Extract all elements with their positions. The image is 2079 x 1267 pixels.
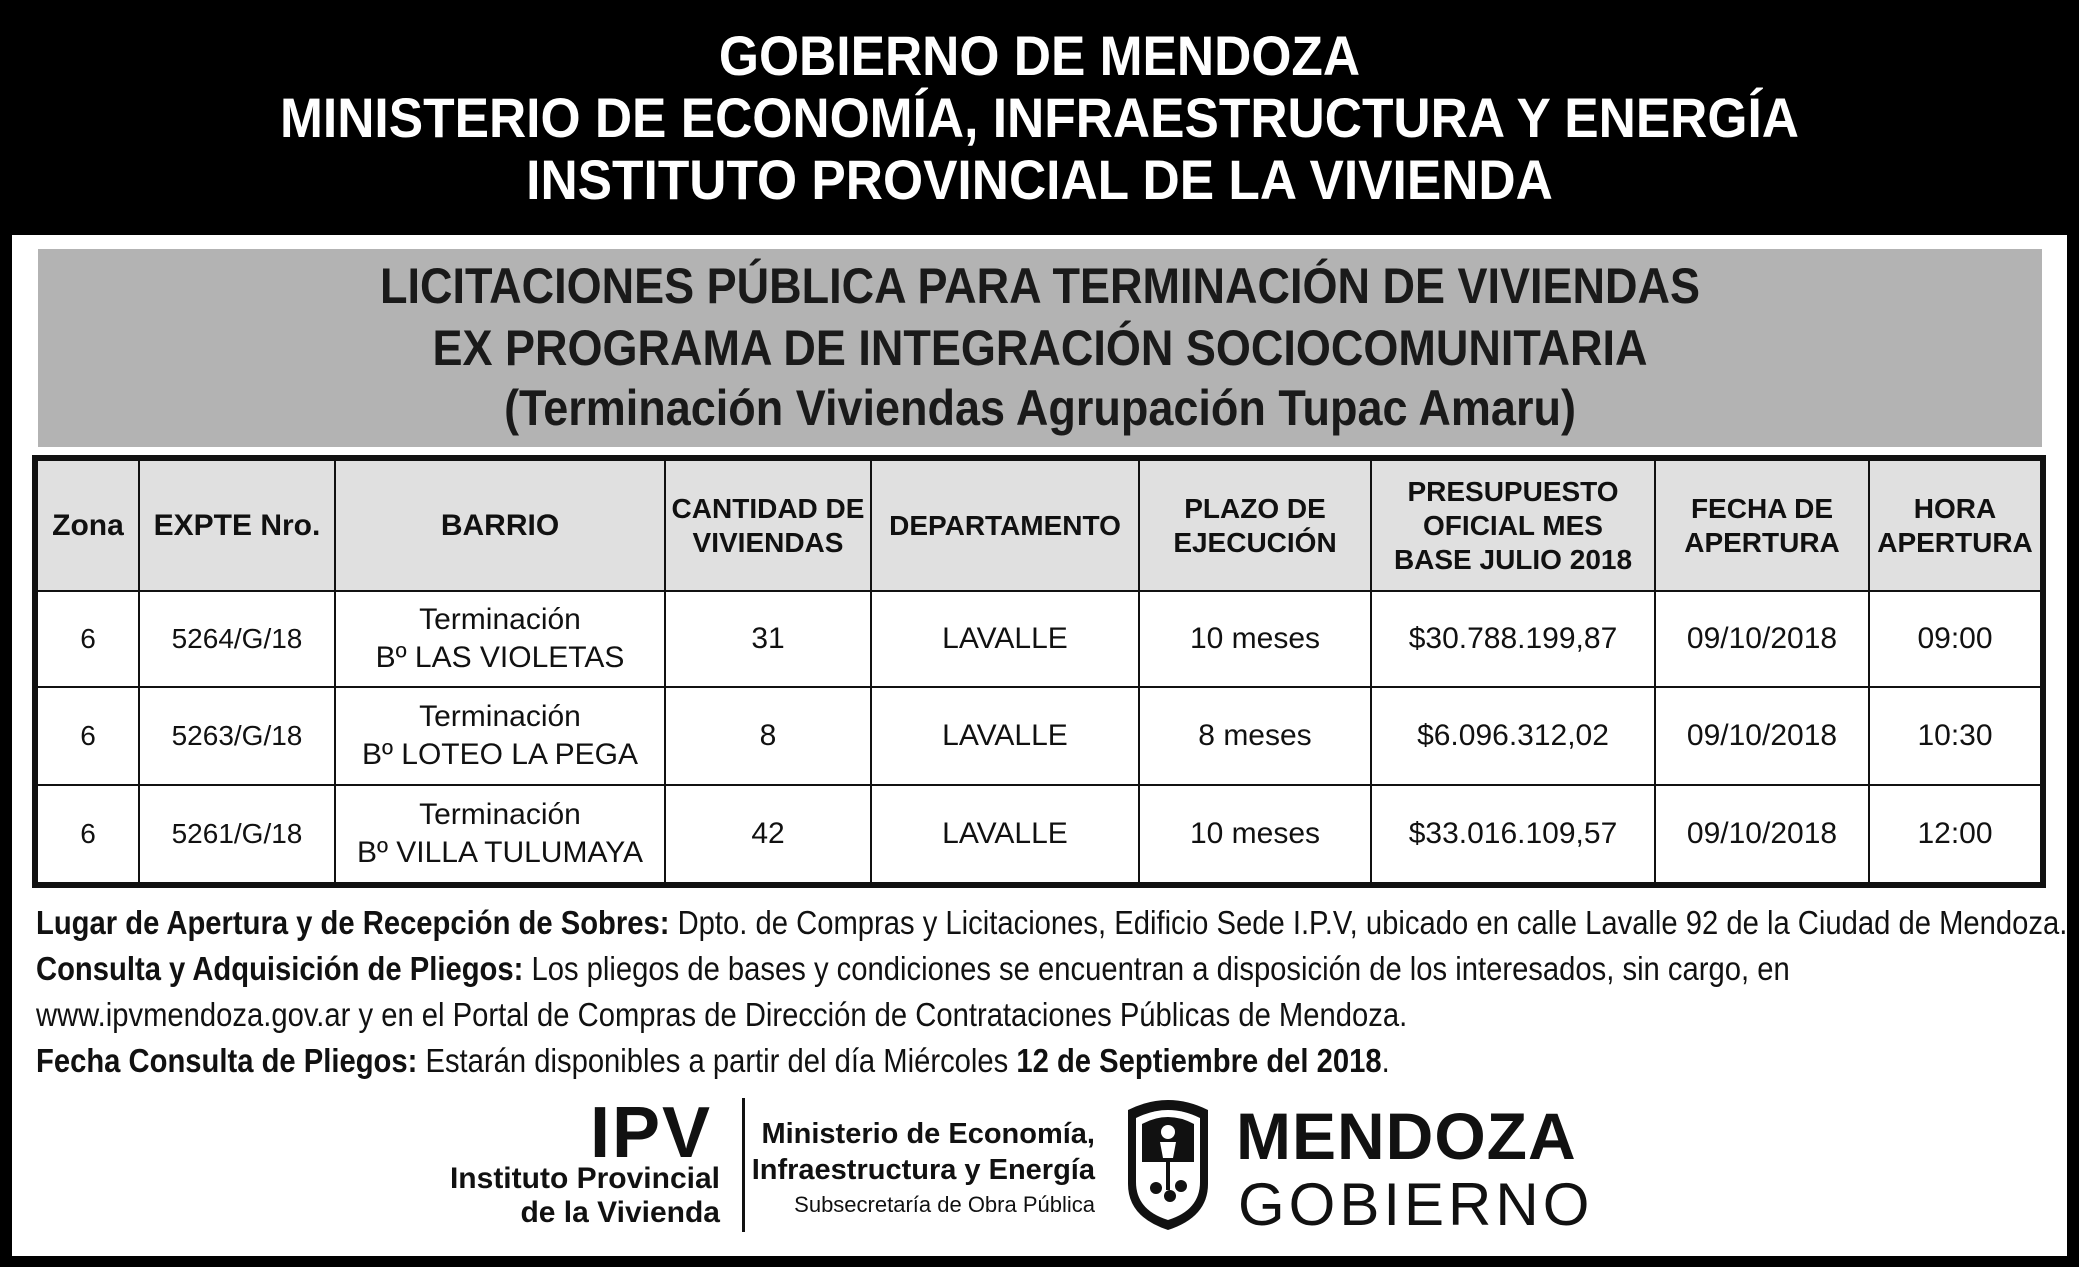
info-lugar-text: Dpto. de Compras y Licitaciones, Edificio Sede I.P.V, ubicado en calle Lavalle 92 de la Ciudad de Mendoza. (669, 904, 2068, 941)
title-line-3: (Terminación Viviendas Agrupación Tupac Amaru) (504, 380, 1576, 436)
header-line-1: GOBIERNO DE MENDOZA (718, 24, 1361, 87)
info-block (36, 900, 2068, 1084)
info-consulta-text: Los pliegos de bases y condiciones se encuentran a disposición de los interesados, sin cargo, en (523, 950, 1790, 987)
cell-fecha: 09/10/2018 (1655, 687, 1869, 785)
ministerio-line-3: Subsecretaría de Obra Pública (794, 1192, 1095, 1217)
cell-barrio: Terminación Bº VILLA TULUMAYA (335, 785, 665, 883)
col-header-presupuesto: PRESUPUESTO OFICIAL MES BASE JULIO 2018 (1371, 460, 1655, 591)
cell-presupuesto: $33.016.109,57 (1371, 785, 1655, 883)
ipv-subtitle-2: de la Vivienda (520, 1196, 720, 1229)
cell-hora: 09:00 (1869, 591, 2041, 687)
info-lugar (36, 900, 2068, 946)
header-line-3: INSTITUTO PROVINCIAL DE LA VIVIENDA (526, 148, 1553, 211)
col-header-hora: HORA APERTURA (1869, 460, 2041, 591)
title-line-1: LICITACIONES PÚBLICA PARA TERMINACIÓN DE VIVIENDAS (379, 258, 1701, 314)
info-fecha-bold: 12 de Septiembre del 2018 (1016, 1042, 1382, 1079)
cell-expte: 5263/G/18 (139, 687, 335, 785)
cell-barrio: Terminación Bº LAS VIOLETAS (335, 591, 665, 687)
info-fecha-label: Fecha Consulta de Pliegos: (36, 1042, 418, 1079)
table-row (37, 591, 2041, 687)
mendoza-logo-text: MENDOZA (1236, 1099, 1577, 1173)
cell-expte: 5264/G/18 (139, 591, 335, 687)
bids-table (36, 459, 2042, 884)
info-fecha-end: . (1381, 1042, 1390, 1079)
cell-presupuesto: $30.788.199,87 (1371, 591, 1655, 687)
info-consulta-text-2: www.ipvmendoza.gov.ar y en el Portal de Compras de Dirección de Contrataciones Públicas de Mendoza. (36, 996, 1408, 1033)
cell-zona: 6 (37, 591, 139, 687)
col-header-expte: EXPTE Nro. (139, 460, 335, 591)
cell-departamento: LAVALLE (871, 687, 1139, 785)
cell-plazo: 10 meses (1139, 785, 1371, 883)
cell-barrio: Terminación Bº LOTEO LA PEGA (335, 687, 665, 785)
cell-zona: 6 (37, 785, 139, 883)
info-fecha-text: Estarán disponibles a partir del día Miércoles (417, 1042, 1017, 1079)
col-header-zona: Zona (37, 460, 139, 591)
ipv-logo-text: IPV (590, 1093, 713, 1173)
cell-fecha: 09/10/2018 (1655, 591, 1869, 687)
cell-plazo: 10 meses (1139, 591, 1371, 687)
title-band (38, 249, 2042, 447)
mendoza-seal-icon (1118, 1092, 1218, 1232)
header-banner (0, 0, 2079, 235)
ministerio-line-2: Infraestructura y Energía (751, 1154, 1095, 1186)
col-header-cantidad: CANTIDAD DE VIVIENDAS (665, 460, 871, 591)
col-header-barrio: BARRIO (335, 460, 665, 591)
cell-cantidad: 8 (665, 687, 871, 785)
ministerio-line-1: Ministerio de Economía, (761, 1118, 1095, 1150)
cell-cantidad: 42 (665, 785, 871, 883)
col-header-fecha: FECHA DE APERTURA (1655, 460, 1869, 591)
info-lugar-label: Lugar de Apertura y de Recepción de Sobres: (36, 904, 670, 941)
col-header-plazo: PLAZO DE EJECUCIÓN (1139, 460, 1371, 591)
cell-expte: 5261/G/18 (139, 785, 335, 883)
cell-departamento: LAVALLE (871, 785, 1139, 883)
info-consulta (36, 946, 1815, 992)
cell-hora: 12:00 (1869, 785, 2041, 883)
table-header-row (37, 460, 2041, 591)
cell-hora: 10:30 (1869, 687, 2041, 785)
cell-zona: 6 (37, 687, 139, 785)
cell-presupuesto: $6.096.312,02 (1371, 687, 1655, 785)
title-line-2: EX PROGRAMA DE INTEGRACIÓN SOCIOCOMUNITARIA (432, 320, 1648, 376)
table-row (37, 785, 2041, 883)
gobierno-logo-text: GOBIERNO (1238, 1171, 1594, 1238)
info-consulta-cont (36, 992, 1815, 1038)
info-consulta-label: Consulta y Adquisición de Pliegos: (36, 950, 524, 987)
cell-plazo: 8 meses (1139, 687, 1371, 785)
cell-fecha: 09/10/2018 (1655, 785, 1869, 883)
info-fecha (36, 1038, 1815, 1084)
header-line-2: MINISTERIO DE ECONOMÍA, INFRAESTRUCTURA Y ENERGÍA (279, 86, 1799, 149)
col-header-departamento: DEPARTAMENTO (871, 460, 1139, 591)
cell-cantidad: 31 (665, 591, 871, 687)
ipv-subtitle-1: Instituto Provincial (449, 1162, 720, 1195)
cell-departamento: LAVALLE (871, 591, 1139, 687)
table-row (37, 687, 2041, 785)
